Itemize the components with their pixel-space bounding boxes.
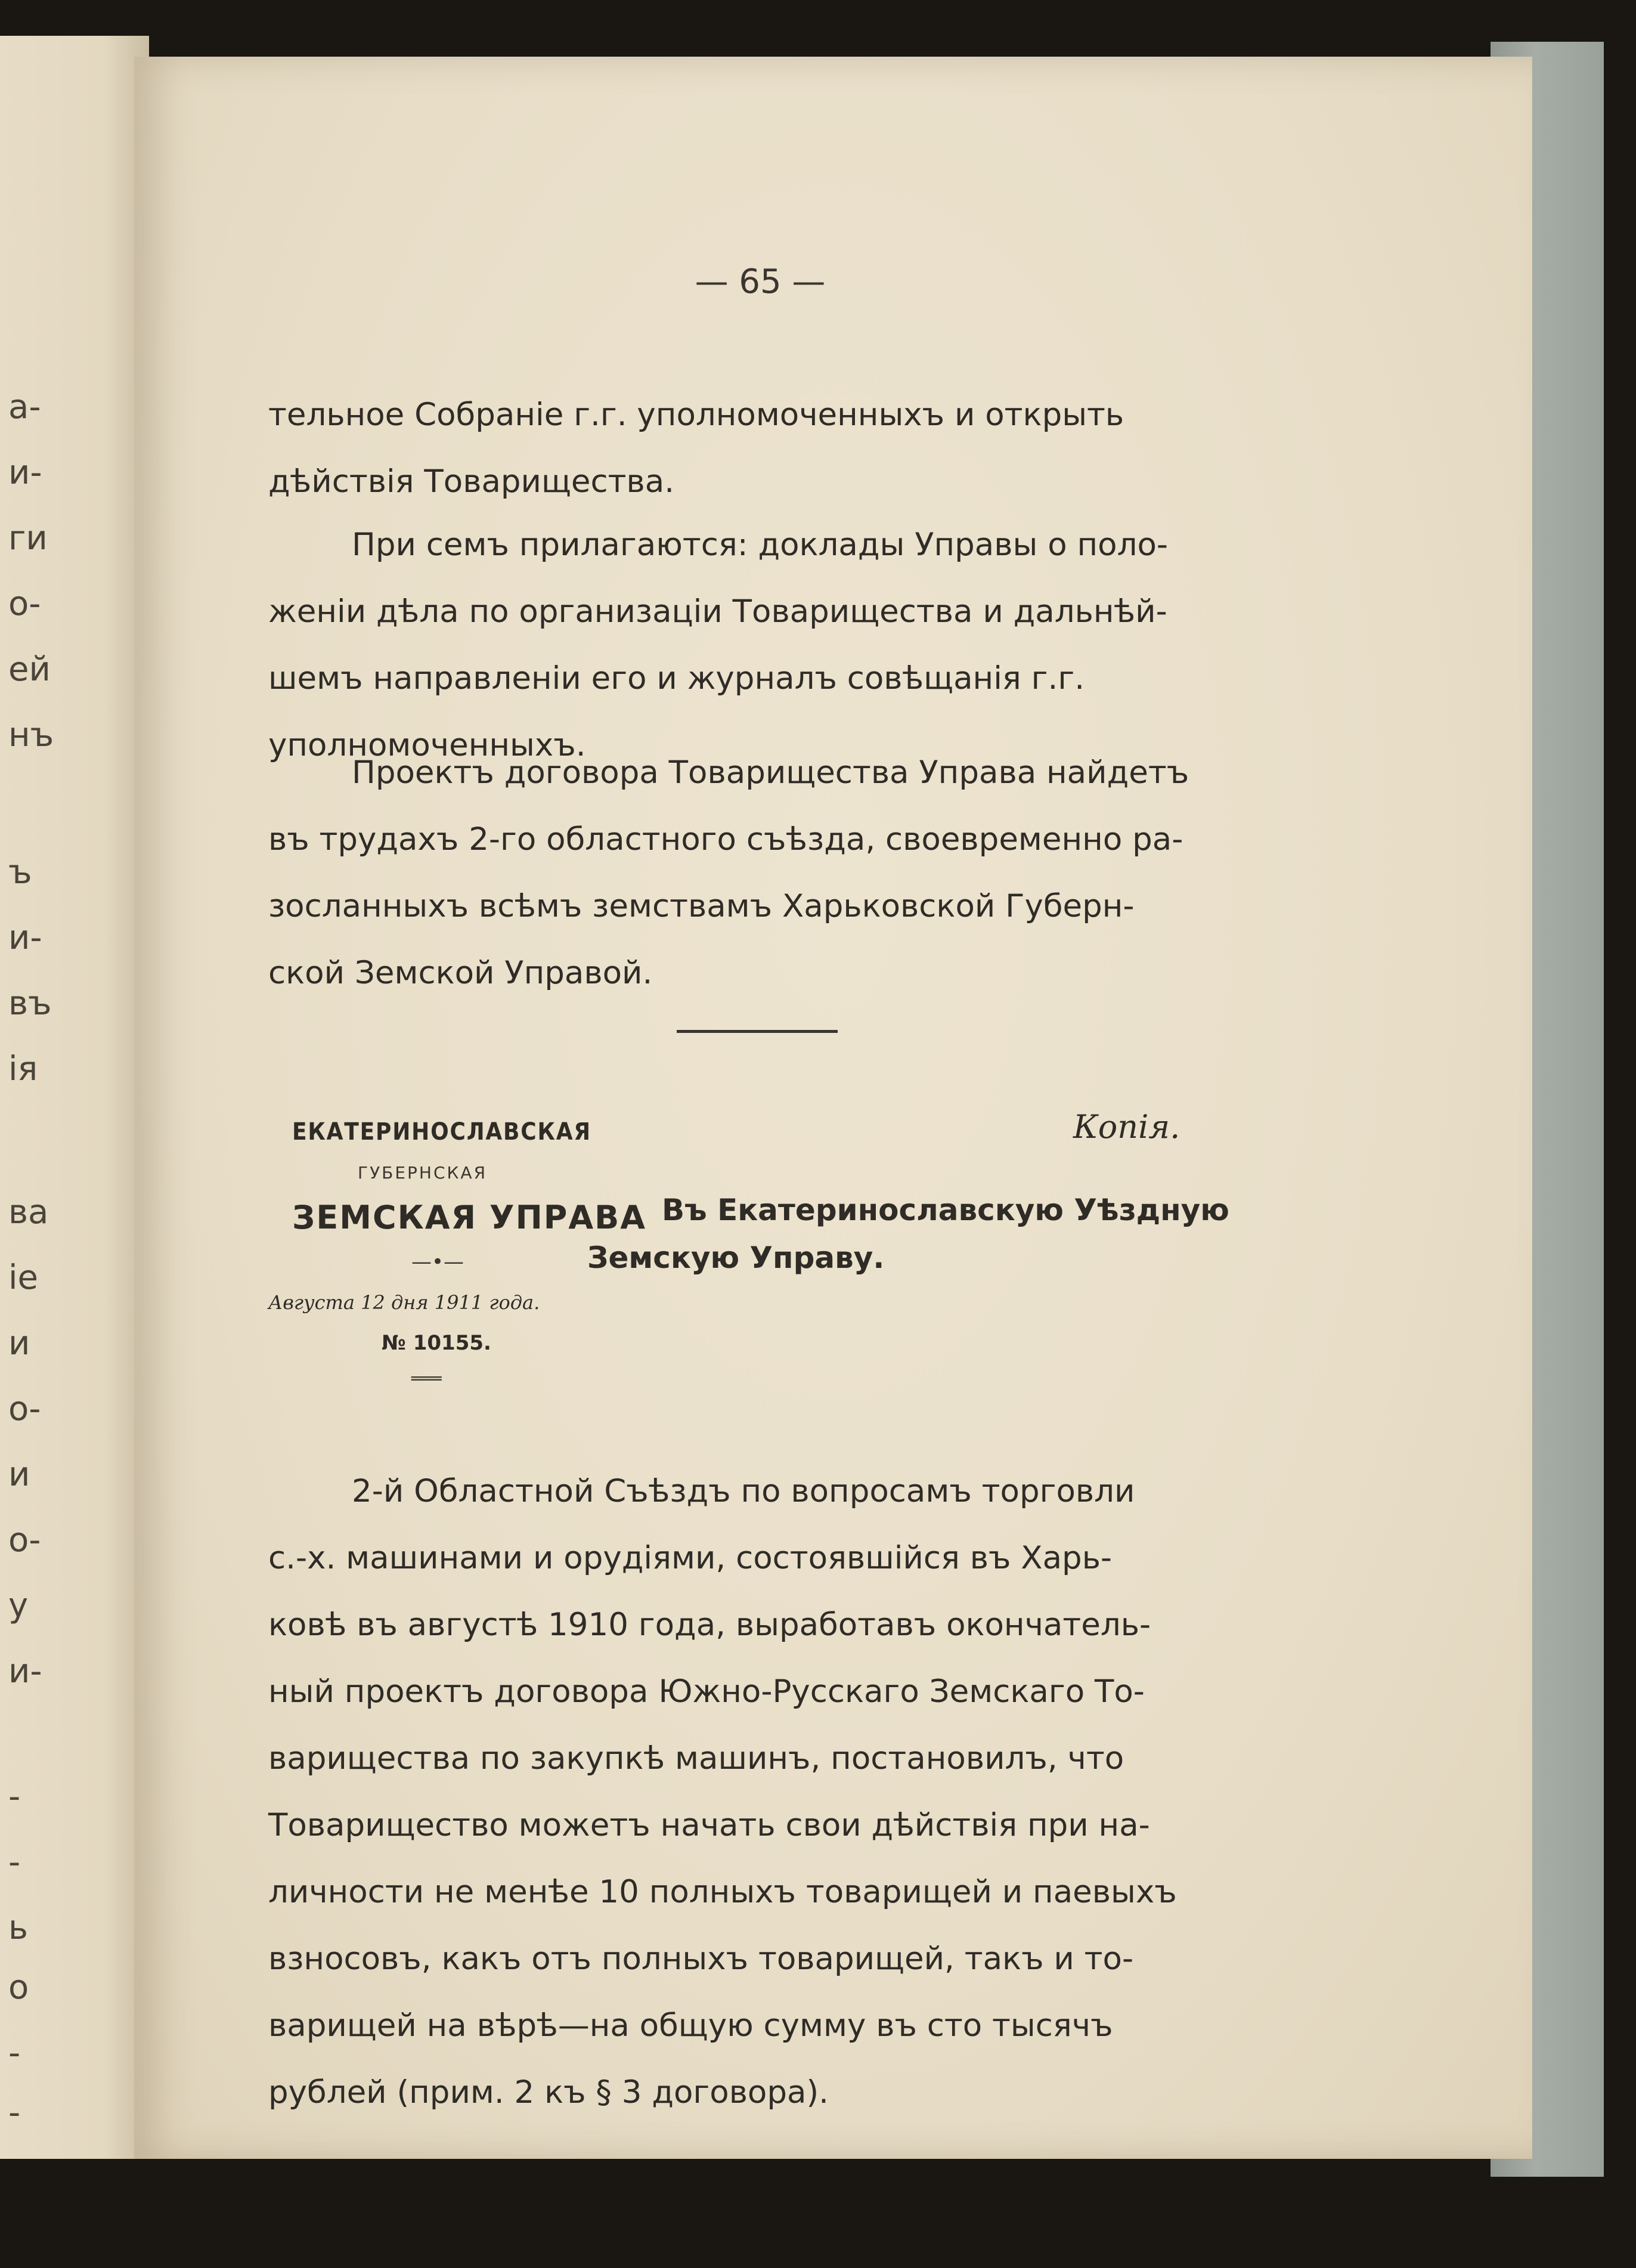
stamp-ornament: —•—: [411, 1250, 464, 1274]
left-fragment: и: [8, 1324, 30, 1363]
left-page-edge: [0, 36, 149, 2159]
text-line: Проектъ договора Товарищества Управа найдетъ: [352, 754, 1189, 791]
left-fragment: нъ: [8, 716, 54, 754]
addressee-line-2: Земскую Управу.: [587, 1240, 885, 1275]
left-fragment: въ: [8, 984, 52, 1023]
left-fragment: и-: [8, 453, 42, 492]
left-fragment: -: [8, 1843, 21, 1882]
text-line: с.-х. машинами и орудіями, состоявшійся въ Харь-: [268, 1540, 1113, 1576]
left-fragment: ія: [8, 1050, 38, 1088]
paragraph-2: [268, 512, 1222, 779]
left-fragment: -: [8, 1777, 21, 1816]
left-fragment: о: [8, 1968, 29, 2007]
text-line: зосланныхъ всѣмъ земствамъ Харьковской Губерн-: [268, 888, 1135, 924]
section-divider: [677, 1030, 838, 1033]
stamp-number: № 10155.: [382, 1331, 491, 1355]
paragraph-4: [268, 1458, 1222, 2126]
text-line: ный проектъ договора Южно-Русскаго Земскаго То-: [268, 1673, 1145, 1710]
left-fragment: у: [8, 1586, 29, 1625]
left-fragment: и: [8, 1455, 30, 1494]
text-line: уполномоченныхъ.: [268, 727, 586, 763]
left-fragment: ь: [8, 1908, 29, 1947]
text-line: варищества по закупкѣ машинъ, постановилъ, что: [268, 1740, 1124, 1777]
left-fragment: ги: [8, 519, 48, 558]
left-fragment: ей: [8, 650, 51, 689]
text-line: варищей на вѣрѣ—на общую сумму въ сто тысячъ: [268, 2007, 1113, 2044]
text-line: личности не менѣе 10 полныхъ товарищей и паевыхъ: [268, 1874, 1177, 1910]
text-line: шемъ направленіи его и журналъ совѣщанія г.г.: [268, 660, 1085, 697]
text-line: Товарищество можетъ начать свои дѣйствія при на-: [268, 1807, 1150, 1843]
text-line: въ трудахъ 2-го областного съѣзда, своевременно ра-: [268, 821, 1183, 858]
text-line: взносовъ, какъ отъ полныхъ товарищей, такъ и то-: [268, 1941, 1134, 1977]
text-line: дѣйствія Товарищества.: [268, 463, 675, 500]
page-number: — 65 —: [695, 262, 826, 301]
text-line: рублей (прим. 2 къ § 3 договора).: [268, 2074, 829, 2111]
addressee-line-1: Въ Екатеринославскую Уѣздную: [662, 1193, 1229, 1227]
paragraph-3: [268, 740, 1222, 1007]
left-fragment: и-: [8, 1652, 42, 1691]
stamp-ornament-2: ═══: [411, 1369, 442, 1388]
left-fragment: -: [8, 2093, 21, 2132]
text-line: 2-й Областной Съѣздъ по вопросамъ торговли: [352, 1473, 1135, 1509]
text-line: ковѣ въ августѣ 1910 года, выработавъ окончатель-: [268, 1607, 1151, 1643]
left-fragment: а-: [8, 388, 41, 426]
left-fragment: о-: [8, 1521, 41, 1560]
copy-label: Копія.: [1073, 1108, 1180, 1146]
left-fragment: ъ: [8, 853, 32, 892]
stamp-subtitle: ГУБЕРНСКАЯ: [358, 1163, 488, 1183]
left-fragment: о-: [8, 584, 41, 623]
left-fragment: и-: [8, 918, 42, 957]
text-line: женіи дѣла по организаціи Товарищества и дальнѣй-: [268, 593, 1167, 630]
text-line: тельное Собраніе г.г. уполномоченныхъ и открыть: [268, 397, 1124, 433]
text-line: При семъ прилагаются: доклады Управы о поло-: [352, 527, 1168, 563]
left-fragment: іе: [8, 1258, 39, 1297]
paragraph-1: [268, 382, 1222, 515]
stamp-title: ЕКАТЕРИНОСЛАВСКАЯ: [292, 1118, 591, 1146]
text-line: ской Земской Управой.: [268, 955, 653, 991]
stamp-main: ЗЕМСКАЯ УПРАВА: [292, 1199, 647, 1236]
stamp-date: Августа 12 дня 1911 года.: [268, 1291, 540, 1314]
left-fragment: -: [8, 2034, 21, 2072]
left-fragment: о-: [8, 1390, 41, 1428]
left-fragment: ва: [8, 1193, 49, 1232]
